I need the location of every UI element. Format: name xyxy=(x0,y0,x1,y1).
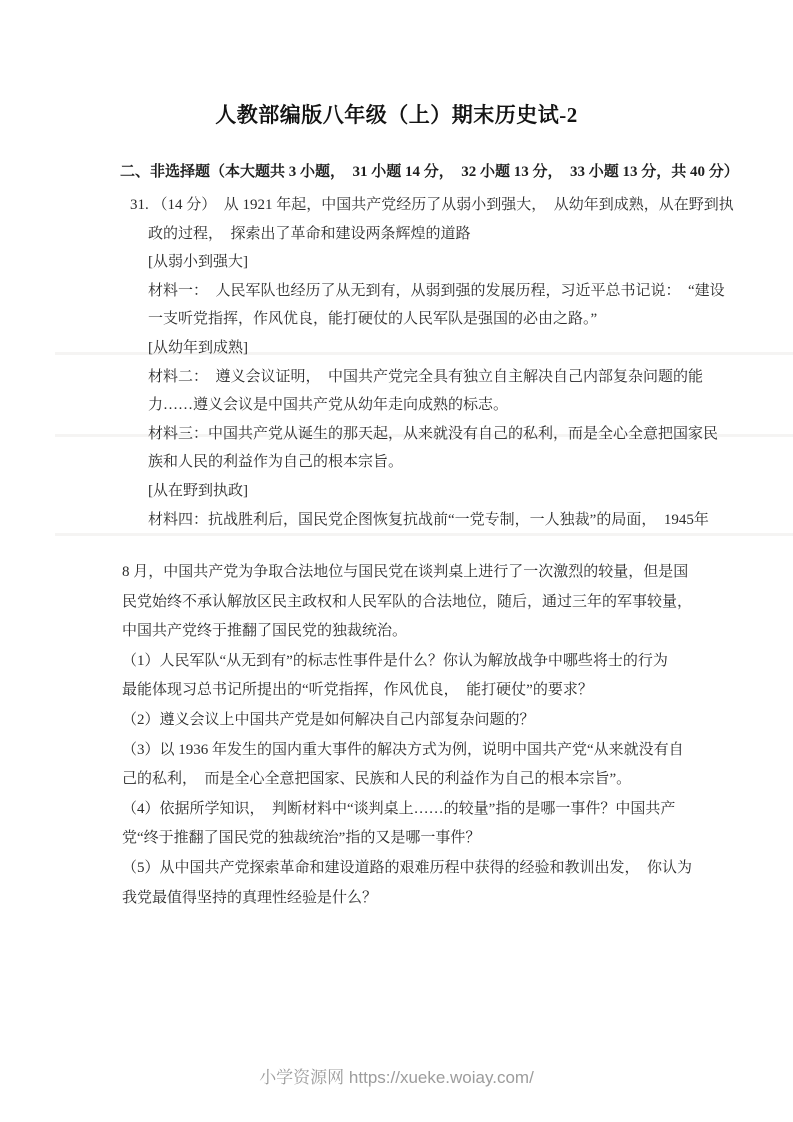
material-1-line: 材料一： 人民军队也经历了从无到有，从弱到强的发展历程，习近平总书记说： “建设 xyxy=(148,282,725,299)
sub-question-3-line: （3）以 1936 年发生的国内重大事件的解决方式为例，说明中国共产党“从来就没有自 xyxy=(122,741,684,758)
material-4-line: 材料四：抗战胜利后，国民党企图恢复抗战前“一党专制，一人独裁”的局面， 1945年 xyxy=(148,511,709,528)
material-4-line: 民党始终不承认解放区民主政权和人民军队的合法地位，随后，通过三年的军事较量， xyxy=(122,593,693,610)
sub-question-4-line: 党“终于推翻了国民党的独裁统治”指的又是哪一事件？ xyxy=(122,830,481,847)
question-31-continued-body xyxy=(122,558,693,913)
sub-question-1-line: 最能体现习总书记所提出的“听党指挥，作风优良， 能打硬仗”的要求？ xyxy=(122,682,593,699)
material-3-line: 族和人民的利益作为自己的根本宗旨。 xyxy=(148,454,404,471)
sub-question-4-line: （4）依据所学知识， 判断材料中“谈判桌上……的较量”指的是哪一事件？中国共产 xyxy=(122,800,676,817)
sub-question-1-line: （1）人民军队“从无到有”的标志性事件是什么？你认为解放战争中哪些将士的行为 xyxy=(122,652,668,669)
bracket-label-youth-to-maturity: [从幼年到成熟] xyxy=(148,339,248,356)
bracket-label-weak-to-strong: [从弱小到强大] xyxy=(148,254,248,271)
material-4-line: 中国共产党终于推翻了国民党的独裁统治。 xyxy=(122,623,408,640)
material-4-line: 8 月，中国共产党为争取合法地位与国民党在谈判桌上进行了一次激烈的较量，但是国 xyxy=(122,564,689,580)
material-3-line: 材料三：中国共产党从诞生的那天起，从来就没有自己的私利，而是全心全意把国家民 xyxy=(148,425,719,442)
footer-site-name: 小学资源网 xyxy=(259,1068,345,1087)
section-heading: 二、非选择题（本大题共 3 小题， 31 小题 14 分， 32 小题 13 分， 33 小题 13 分，共 40 分） xyxy=(120,164,739,180)
sub-question-5-line: （5）从中国共产党探索革命和建设道路的艰难历程中获得的经验和教训出发， 你认为 xyxy=(122,859,693,876)
material-2-line: 力……遵义会议是中国共产党从幼年走向成熟的标志。 xyxy=(148,397,509,414)
question-31-stem-line: 31. （14 分） 从 1921 年起，中国共产党经历了从弱小到强大， 从幼年到成熟，从在野到执 xyxy=(130,197,734,213)
page-title: 人教部编版八年级（上）期末历史试-2 xyxy=(215,103,578,127)
footer-url: https://xueke.woiay.com/ xyxy=(348,1068,534,1087)
sub-question-5-line: 我党最值得坚持的真理性经验是什么？ xyxy=(122,889,378,906)
text-line: 政的过程， 探索出了革命和建设两条辉煌的道路 xyxy=(148,225,471,242)
bracket-label-opposition-to-power: [从在野到执政] xyxy=(148,482,248,499)
sub-question-2-line: （2）遵义会议上中国共产党是如何解决自己内部复杂问题的？ xyxy=(122,711,535,728)
sub-question-3-line: 己的私利， 而是全心全意把国家、民族和人民的利益作为自己的根本宗旨”。 xyxy=(122,771,632,788)
material-2-line: 材料二： 遵义会议证明， 中国共产党完全具有独立自主解决自己内部复杂问题的能 xyxy=(148,368,704,385)
material-1-line: 一支听党指挥，作风优良，能打硬仗的人民军队是强国的必由之路。” xyxy=(148,311,598,328)
question-31-body xyxy=(130,191,734,534)
watermark-footer xyxy=(0,1066,793,1090)
